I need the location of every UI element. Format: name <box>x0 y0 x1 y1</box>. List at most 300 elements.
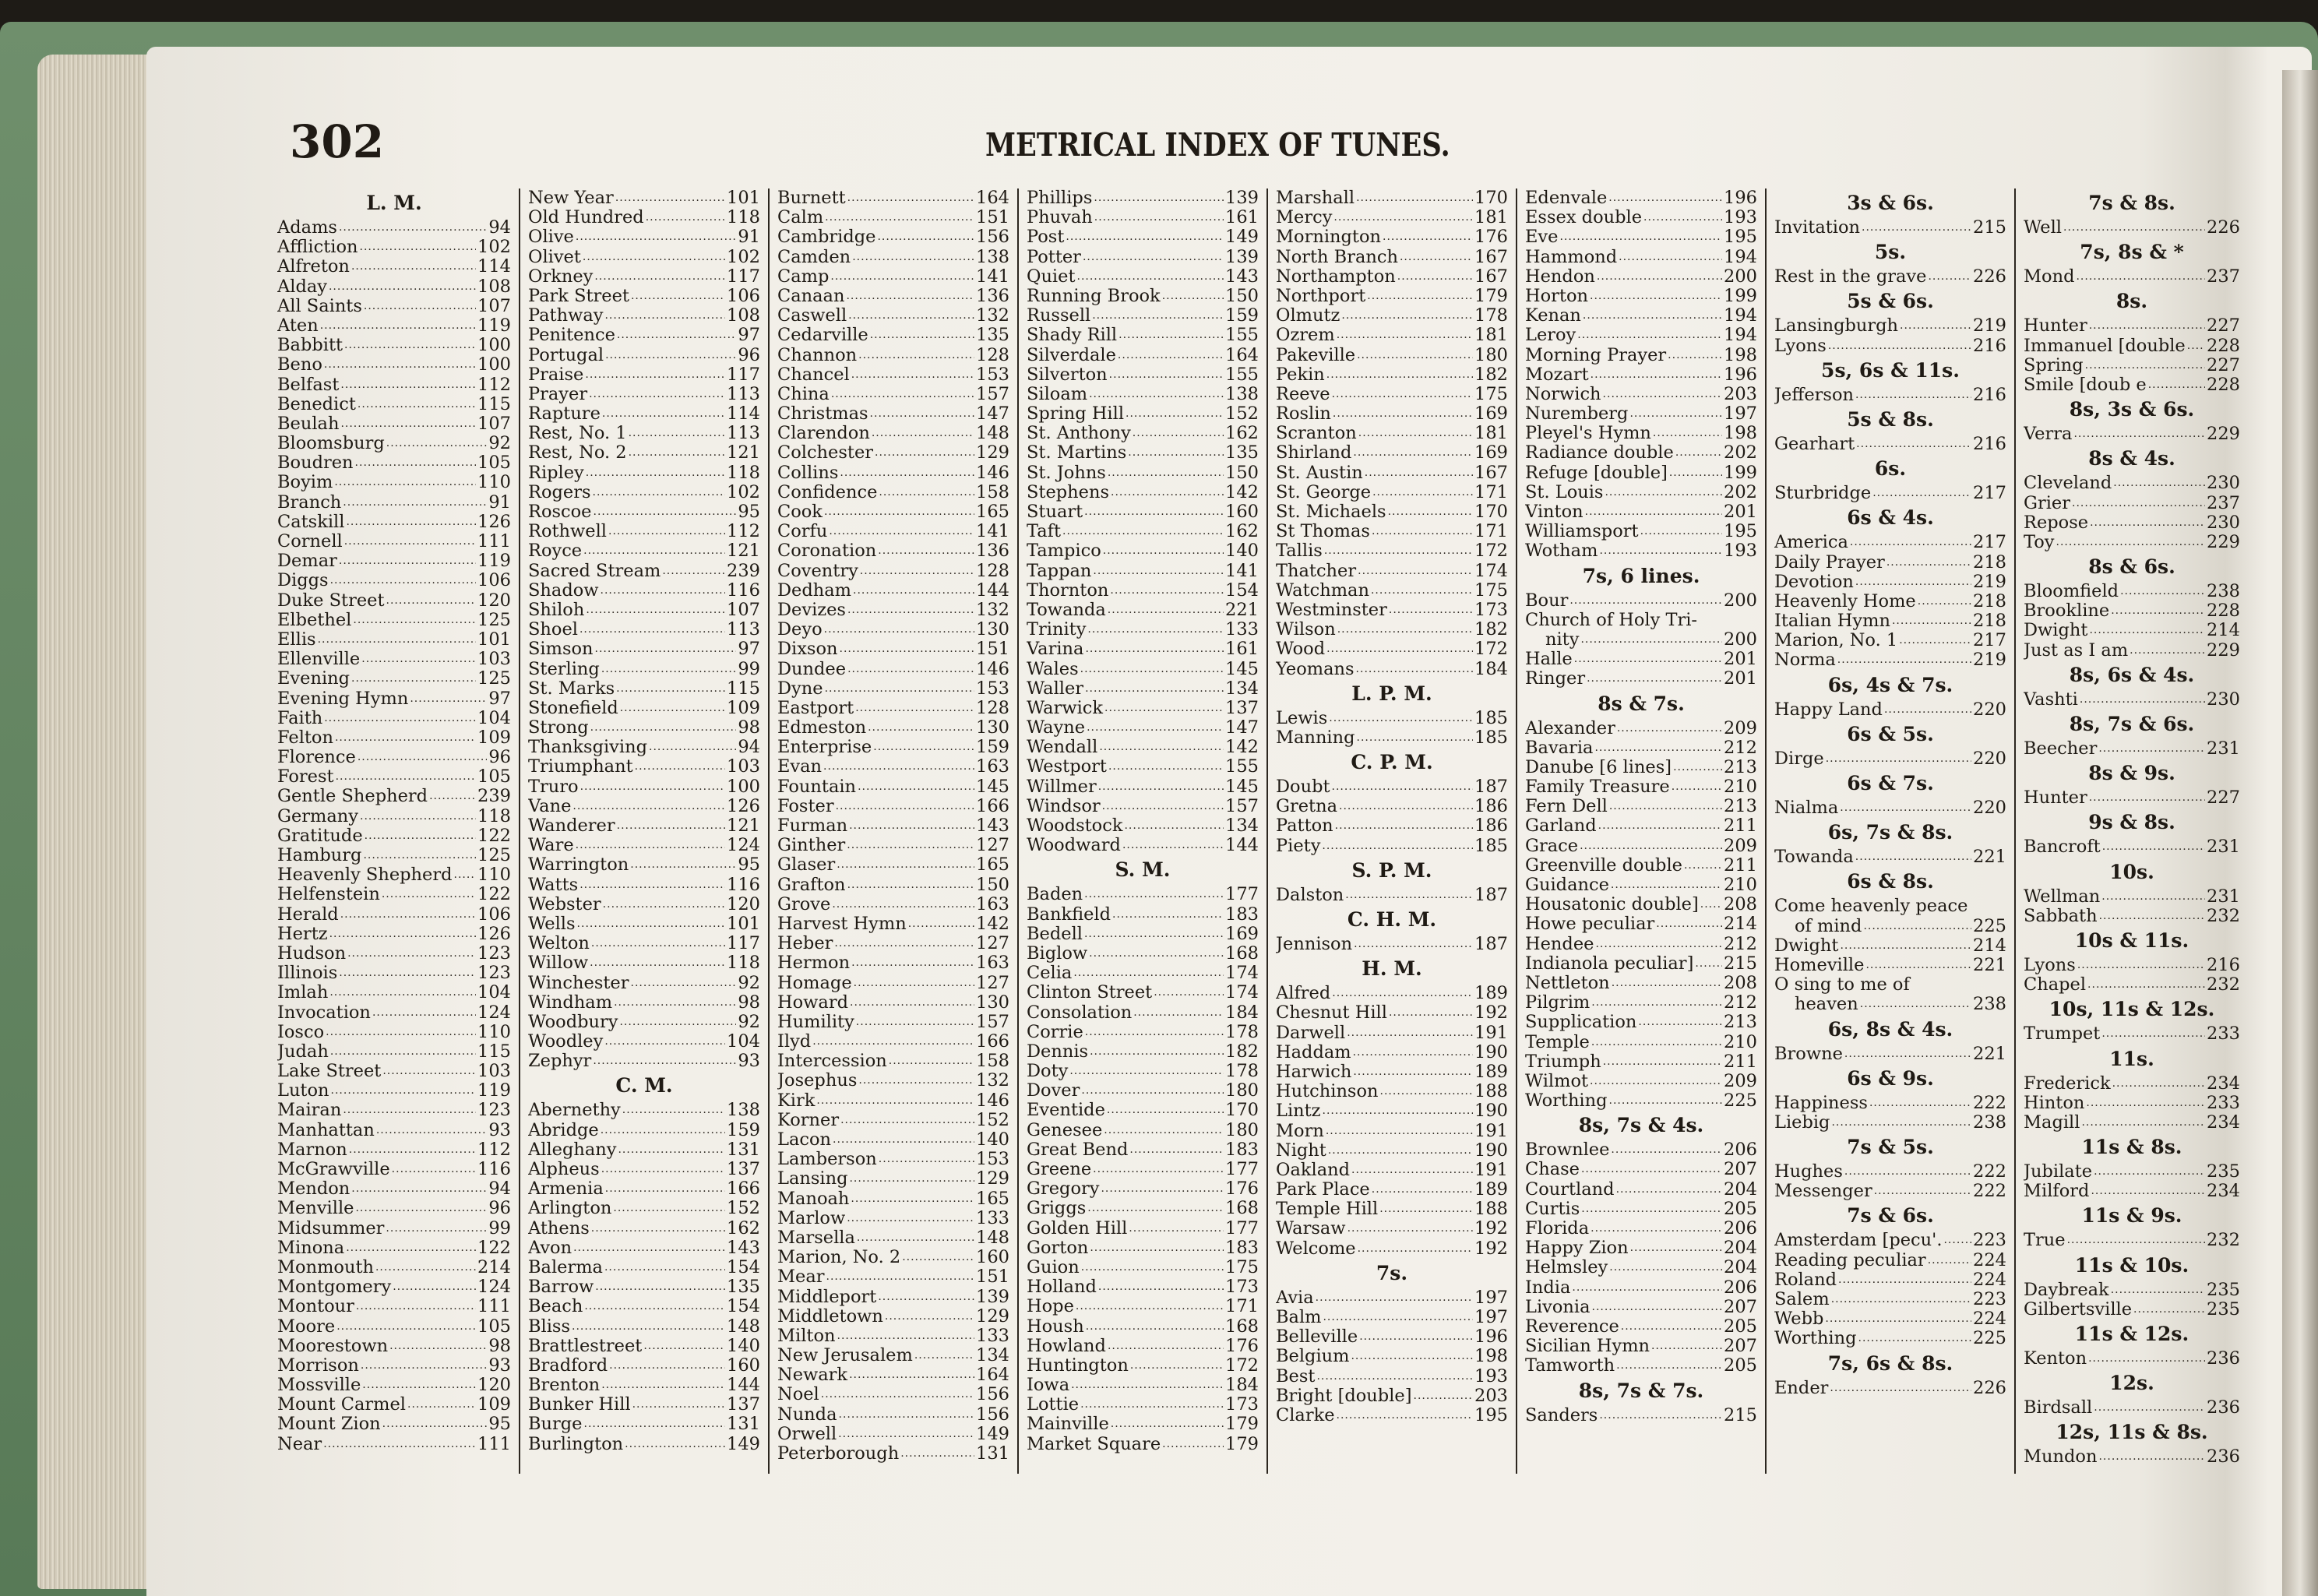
dot-leader <box>1335 816 1473 836</box>
index-entry <box>277 1376 511 1395</box>
dot-leader <box>1099 738 1224 757</box>
page-ref: 118 <box>727 463 760 483</box>
page-ref: 131 <box>727 1415 760 1435</box>
tune-name: Indianola peculiar] <box>1525 953 1694 974</box>
meter-heading: 7s, 6 lines. <box>1582 564 1700 587</box>
tune-name: Pleyel's Hymn <box>1525 424 1651 444</box>
page-ref: 166 <box>727 1179 760 1200</box>
dot-leader <box>572 797 725 816</box>
index-entry <box>1027 964 1259 983</box>
index-entry <box>277 944 511 964</box>
page-ref: 169 <box>1225 924 1259 944</box>
tune-name: Doubt <box>1276 777 1330 798</box>
index-entry <box>1774 218 2006 238</box>
page-ref: 214 <box>477 1257 511 1277</box>
index-entry <box>277 925 511 944</box>
index-entry <box>1525 227 1757 247</box>
page-ref: 201 <box>1724 669 1757 689</box>
page-ref: 170 <box>1225 1101 1259 1121</box>
index-entry <box>277 1062 511 1081</box>
dot-leader <box>873 738 974 757</box>
index-entry <box>528 855 760 875</box>
page-ref: 102 <box>727 247 760 267</box>
tune-name: Housh <box>1027 1316 1084 1337</box>
dot-leader <box>2148 375 2205 395</box>
page-ref: 174 <box>1474 561 1508 581</box>
page-ref: 122 <box>477 1238 511 1258</box>
dot-leader <box>330 571 476 590</box>
index-entry <box>277 257 511 277</box>
tune-name: Dwight <box>2024 621 2088 641</box>
tune-name: Portugal <box>528 345 604 365</box>
page-ref: 116 <box>477 1160 511 1179</box>
dot-leader <box>1324 541 1473 561</box>
tune-name: Rothwell <box>528 522 607 542</box>
dot-leader <box>1098 1277 1224 1297</box>
page-ref: 104 <box>477 983 511 1003</box>
page-ref: 100 <box>727 777 760 797</box>
page-ref: 185 <box>1474 708 1508 728</box>
tune-name: Welcome <box>1276 1238 1356 1259</box>
index-entry <box>277 591 511 611</box>
tune-name: Ilyd <box>777 1032 812 1052</box>
index-column <box>2014 188 2248 1474</box>
tune-name: Ozrem <box>1276 326 1335 346</box>
meter-heading: C. M. <box>615 1074 673 1097</box>
dot-leader <box>1087 1199 1224 1218</box>
dot-leader <box>334 473 476 492</box>
page-ref: 204 <box>1724 1258 1757 1278</box>
dot-leader <box>1162 1435 1224 1454</box>
dot-leader <box>825 679 974 699</box>
tune-name: Greene <box>1027 1160 1092 1179</box>
tune-name: Middletown <box>777 1306 883 1326</box>
index-entry <box>1276 1023 1508 1043</box>
page-ref: 138 <box>727 1101 760 1121</box>
dot-leader <box>1603 1052 1722 1072</box>
dot-leader <box>1092 306 1224 326</box>
dot-leader <box>1133 424 1224 443</box>
dot-leader <box>1580 630 1722 650</box>
page-ref: 164 <box>1225 345 1259 365</box>
index-entry <box>777 365 1009 385</box>
index-entry <box>1027 562 1259 581</box>
dot-leader <box>1328 1141 1473 1161</box>
dot-leader <box>1085 1023 1224 1042</box>
meter-heading: 8s & 4s. <box>2088 447 2175 470</box>
index-entry <box>1276 1308 1508 1327</box>
page-ref: 153 <box>976 365 1009 385</box>
dot-leader <box>849 816 974 836</box>
index-entry <box>528 1337 760 1356</box>
tune-name: Mear <box>777 1267 825 1288</box>
tune-name: True <box>2024 1231 2066 1251</box>
index-entry <box>2024 1113 2240 1133</box>
tune-name: Gregory <box>1027 1179 1100 1200</box>
page-ref: 190 <box>1474 1101 1508 1122</box>
dot-leader <box>1826 749 1971 769</box>
dot-leader <box>604 306 725 326</box>
tune-name: Canaan <box>777 286 845 306</box>
dot-leader <box>1094 208 1224 227</box>
index-entry <box>1027 1199 1259 1218</box>
dot-leader <box>1111 1415 1224 1434</box>
dot-leader <box>1840 936 1971 956</box>
tune-name: Corrie <box>1027 1022 1083 1042</box>
page-ref: 207 <box>1724 1337 1757 1357</box>
tune-name: Milton <box>777 1326 836 1346</box>
page-ref: 110 <box>477 473 511 493</box>
meter-heading: H. M. <box>1362 957 1422 981</box>
index-entry <box>1276 463 1508 483</box>
index-entry <box>1027 346 1259 365</box>
index-column <box>768 188 1017 1474</box>
page-ref: 157 <box>976 1012 1009 1032</box>
page-ref: 153 <box>976 678 1009 699</box>
dot-leader <box>1855 386 1971 405</box>
index-entry <box>777 1346 1009 1365</box>
tune-name: Heavenly Home <box>1774 591 1916 611</box>
dot-leader <box>595 1277 725 1297</box>
page-ref: 151 <box>976 208 1009 228</box>
page-ref: 113 <box>727 620 760 640</box>
index-entry <box>1027 885 1259 904</box>
dot-leader <box>914 1346 974 1365</box>
index-entry <box>277 1435 511 1454</box>
page-ref: 143 <box>727 1238 760 1258</box>
index-entry <box>277 513 511 532</box>
index-entry <box>2024 533 2240 552</box>
dot-leader <box>840 639 975 659</box>
index-entry <box>1525 1052 1757 1072</box>
tune-name: Hendee <box>1525 934 1594 954</box>
index-entry <box>1027 983 1259 1002</box>
dot-leader <box>608 522 725 541</box>
dot-leader <box>631 287 725 306</box>
dot-leader <box>1874 1182 1971 1201</box>
dot-leader <box>593 1052 736 1071</box>
page-ref: 119 <box>477 315 511 336</box>
tune-name: Toy <box>2024 532 2055 552</box>
index-entry <box>277 277 511 297</box>
meter-heading: 11s & 10s. <box>2074 1253 2189 1277</box>
tune-name: Calm <box>777 208 824 228</box>
dot-leader <box>605 346 736 365</box>
meter-heading: 11s & 8s. <box>2081 1136 2182 1159</box>
index-entry <box>277 1160 511 1179</box>
tune-name: Christmas <box>777 404 868 425</box>
dot-leader <box>572 1317 725 1337</box>
dot-leader <box>846 287 974 306</box>
index-entry <box>777 326 1009 345</box>
page-ref: 112 <box>477 1140 511 1160</box>
dot-leader <box>830 267 974 287</box>
dot-leader <box>1111 483 1224 502</box>
index-entry <box>1525 993 1757 1013</box>
dot-leader <box>335 728 476 748</box>
page-ref: 226 <box>2207 218 2240 238</box>
dot-leader <box>1672 777 1722 797</box>
tune-name: Supplication <box>1525 1013 1637 1033</box>
dot-leader <box>1358 424 1473 443</box>
tune-name: Norma <box>1774 650 1836 671</box>
tune-name: Grace <box>1525 836 1579 856</box>
page-ref: 155 <box>1225 757 1259 777</box>
page-ref: 160 <box>976 1248 1009 1268</box>
page-ref: 120 <box>727 894 760 914</box>
tune-name: Gentle Shepherd <box>277 787 428 807</box>
page-ref: 119 <box>477 551 511 572</box>
index-entry <box>1276 248 1508 267</box>
dot-leader <box>603 895 725 914</box>
page-ref: 236 <box>2207 1349 2240 1369</box>
index-entry <box>1774 897 2006 916</box>
tune-name: China <box>777 384 830 404</box>
tune-name: Caswell <box>777 306 847 326</box>
dot-leader <box>1351 1347 1473 1366</box>
index-entry <box>528 816 760 836</box>
dot-leader <box>1339 797 1473 816</box>
page-ref: 136 <box>976 541 1009 562</box>
index-entry <box>1027 679 1259 699</box>
tune-name: Curtis <box>1525 1199 1580 1219</box>
page-ref: 188 <box>1474 1200 1508 1220</box>
tune-name: Marsella <box>777 1228 855 1248</box>
page-ref: 142 <box>1225 482 1259 502</box>
index-entry <box>1774 1162 2006 1182</box>
index-entry <box>2024 1094 2240 1113</box>
dot-leader <box>361 1356 487 1376</box>
dot-leader <box>615 188 725 208</box>
page-ref: 159 <box>727 1120 760 1140</box>
dot-leader <box>2187 336 2205 356</box>
index-entry <box>1525 522 1757 541</box>
dot-leader <box>2120 582 2205 601</box>
index-entry <box>2024 788 2240 808</box>
dot-leader <box>1700 895 1722 914</box>
index-entry <box>1276 660 1508 679</box>
tune-name: Stuart <box>1027 502 1083 522</box>
index-entry <box>277 1199 511 1218</box>
dot-leader <box>358 395 476 414</box>
dot-leader <box>840 1111 974 1130</box>
dot-leader <box>1595 935 1722 954</box>
index-entry <box>777 934 1009 953</box>
tune-name: Glaser <box>777 855 836 876</box>
tune-name: Italian Hymn <box>1774 611 1890 632</box>
dot-leader <box>1104 1121 1224 1140</box>
page-ref: 228 <box>2207 375 2240 395</box>
tune-name: Montgomery <box>277 1277 392 1298</box>
page-ref: 164 <box>976 188 1009 208</box>
index-entry <box>1027 944 1259 964</box>
page-ref: 203 <box>1724 384 1757 404</box>
page-ref: 182 <box>1474 365 1508 385</box>
dot-leader <box>2073 425 2205 444</box>
dot-leader <box>351 669 476 689</box>
page-ref: 167 <box>1474 266 1508 287</box>
tune-name: Tallis <box>1276 541 1323 562</box>
tune-name: Intercession <box>777 1052 887 1072</box>
page-ref: 195 <box>1724 227 1757 248</box>
page-ref: 224 <box>1973 1270 2006 1290</box>
dot-leader <box>1073 964 1224 983</box>
page-ref: 157 <box>1225 796 1259 816</box>
index-entry <box>1525 287 1757 306</box>
page-ref: 94 <box>738 738 760 758</box>
page-ref: 133 <box>976 1326 1009 1346</box>
tune-name: Morning Prayer <box>1525 345 1667 365</box>
index-column <box>519 188 768 1474</box>
page-ref: 165 <box>976 502 1009 522</box>
page-ref: 123 <box>477 1101 511 1121</box>
page-ref: 105 <box>477 453 511 474</box>
index-entry <box>1525 1298 1757 1317</box>
index-entry <box>528 522 760 541</box>
index-entry <box>528 188 760 208</box>
index-entry <box>528 306 760 326</box>
dot-leader <box>2101 1024 2205 1044</box>
tune-name: Duke Street <box>277 590 385 611</box>
page-ref: 146 <box>976 659 1009 679</box>
tune-name: Moorestown <box>277 1336 389 1356</box>
dot-leader <box>1354 935 1473 954</box>
tune-name: Howe peculiar <box>1525 914 1655 935</box>
dot-leader <box>2113 474 2205 493</box>
page-ref: 206 <box>1724 1277 1757 1298</box>
page-ref: 131 <box>727 1140 760 1160</box>
page-ref: 187 <box>1474 935 1508 954</box>
index-entry <box>1525 541 1757 561</box>
dot-leader <box>1118 326 1224 345</box>
index-entry <box>1525 856 1757 876</box>
dot-leader <box>1900 316 1971 336</box>
index-entry <box>1027 1042 1259 1062</box>
page-ref: 214 <box>1973 935 2006 956</box>
page-ref: 137 <box>727 1395 760 1415</box>
tune-name: Branch <box>277 492 342 513</box>
index-entry <box>1774 798 2006 818</box>
meter-heading: 9s & 8s. <box>2088 811 2175 834</box>
index-entry <box>777 1425 1009 1444</box>
tune-name: Coventry <box>777 561 858 581</box>
index-entry <box>528 718 760 738</box>
tune-name: Leroy <box>1525 326 1576 346</box>
tune-name: Ringer <box>1525 669 1586 689</box>
tune-name: Watchman <box>1276 580 1369 601</box>
dot-leader <box>877 227 974 247</box>
tune-name: Marnon <box>277 1140 347 1160</box>
page-ref: 221 <box>1973 955 2006 975</box>
page-ref: 205 <box>1724 1356 1757 1376</box>
index-entry <box>1525 306 1757 326</box>
index-entry <box>1525 816 1757 836</box>
tune-name: Balerma <box>528 1257 603 1277</box>
index-entry <box>777 1091 1009 1111</box>
index-entry <box>1525 954 1757 974</box>
index-entry <box>1774 1094 2006 1113</box>
page-ref: 133 <box>976 1208 1009 1228</box>
tune-name: Marlow <box>777 1208 846 1228</box>
dot-leader <box>1107 1101 1224 1120</box>
dot-leader <box>392 1160 476 1179</box>
page-ref: 118 <box>727 208 760 228</box>
meter-heading: 3s & 6s. <box>1847 192 1934 214</box>
index-entry <box>1525 738 1757 758</box>
page-ref: 146 <box>976 1090 1009 1111</box>
tune-name: Northampton <box>1276 266 1396 287</box>
dot-leader <box>1599 1406 1722 1425</box>
index-entry <box>528 326 760 345</box>
dot-leader <box>826 1267 975 1287</box>
index-entry <box>2024 582 2240 601</box>
dot-leader <box>1110 581 1224 601</box>
dot-leader <box>1080 1395 1224 1415</box>
page-ref: 216 <box>1973 336 2006 356</box>
dot-leader <box>1087 718 1224 738</box>
dot-leader <box>1585 502 1722 522</box>
page-ref: 106 <box>477 904 511 925</box>
tune-name: Alexander <box>1525 718 1615 738</box>
index-entry <box>777 855 1009 875</box>
tune-name: Chesnut Hill <box>1276 1003 1387 1023</box>
page-ref: 205 <box>1724 1199 1757 1219</box>
index-entry <box>1525 669 1757 689</box>
page-ref: 212 <box>1724 738 1757 758</box>
tune-name: Diggs <box>277 571 329 591</box>
tune-name: Repose <box>2024 513 2089 533</box>
page-ref: 195 <box>1474 1405 1508 1425</box>
dot-leader <box>2091 1182 2205 1201</box>
index-entry <box>1276 346 1508 365</box>
tune-name: Pekin <box>1276 365 1325 385</box>
dot-leader <box>1322 837 1473 856</box>
index-entry <box>777 1385 1009 1404</box>
index-entry <box>1276 227 1508 247</box>
page-ref: 177 <box>1225 1218 1259 1238</box>
dot-leader <box>2133 1300 2205 1319</box>
index-entry <box>777 895 1009 914</box>
tune-name: nity <box>1545 629 1580 650</box>
index-entry <box>1027 1101 1259 1120</box>
page-ref: 178 <box>1474 306 1508 326</box>
page-ref: 143 <box>1225 266 1259 287</box>
dot-leader <box>1080 660 1224 679</box>
page-ref: 201 <box>1724 650 1757 670</box>
page-ref: 114 <box>477 257 511 277</box>
tune-name: Stephens <box>1027 482 1110 502</box>
dot-leader <box>604 1032 725 1052</box>
tune-name: Brenton <box>528 1376 601 1396</box>
page-ref: 124 <box>477 1277 511 1298</box>
page-ref: 210 <box>1724 1032 1757 1052</box>
index-entry <box>777 757 1009 777</box>
page-ref: 124 <box>727 836 760 856</box>
page-ref: 150 <box>976 875 1009 895</box>
page-ref: 96 <box>488 1199 511 1219</box>
tune-name: Wells <box>528 914 576 934</box>
page-ref: 134 <box>1225 678 1259 699</box>
dot-leader <box>331 1081 477 1101</box>
dot-leader <box>1825 1309 1971 1329</box>
page-ref: 95 <box>738 502 760 522</box>
dot-leader <box>629 424 725 443</box>
dot-leader <box>1118 346 1224 365</box>
dot-leader <box>854 974 974 993</box>
tune-name: Clarendon <box>777 424 870 444</box>
page-ref: 112 <box>727 522 760 542</box>
dot-leader <box>1838 1270 1971 1290</box>
